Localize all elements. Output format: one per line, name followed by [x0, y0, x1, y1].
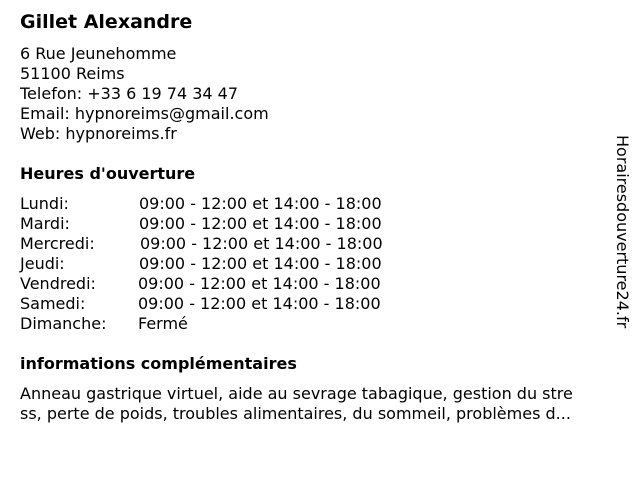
additional-info-line: ss, perte de poids, troubles alimentaires, du sommeil, problèmes d...	[20, 404, 571, 423]
additional-info-heading: informations complémentaires	[20, 354, 297, 373]
hours-value: 09:00 - 12:00 et 14:00 - 18:00	[140, 234, 383, 253]
contact-details	[20, 44, 269, 144]
hours-value: Fermé	[138, 314, 188, 333]
day-label: Lundi:	[20, 194, 69, 213]
day-label: Samedi:	[20, 294, 86, 313]
hours-value: 09:00 - 12:00 et 14:00 - 18:00	[139, 194, 382, 213]
hours-value: 09:00 - 12:00 et 14:00 - 18:00	[138, 274, 381, 293]
hours-value: 09:00 - 12:00 et 14:00 - 18:00	[138, 294, 381, 313]
phone-line: Telefon: +33 6 19 74 34 47	[20, 84, 239, 103]
day-label: Mercredi:	[20, 234, 95, 253]
additional-info-text	[20, 384, 630, 424]
email-line: Email: hypnoreims@gmail.com	[20, 104, 269, 123]
opening-hours-heading: Heures d'ouverture	[20, 164, 196, 183]
hours-value: 09:00 - 12:00 et 14:00 - 18:00	[139, 254, 382, 273]
hours-value: 09:00 - 12:00 et 14:00 - 18:00	[139, 214, 382, 233]
street-address: 6 Rue Jeunehomme	[20, 44, 177, 63]
side-brand-watermark	[612, 135, 634, 347]
day-label: Dimanche:	[20, 314, 107, 333]
day-label: Jeudi:	[20, 254, 65, 273]
additional-info-line: Anneau gastrique virtuel, aide au sevrage tabagique, gestion du stre	[20, 384, 573, 403]
day-label: Vendredi:	[20, 274, 96, 293]
day-label: Mardi:	[20, 214, 70, 233]
web-line: Web: hypnoreims.fr	[20, 124, 177, 143]
business-name: Gillet Alexandre	[20, 11, 193, 33]
side-brand-text: Horairesdouverture24.fr	[613, 135, 632, 329]
postal-city: 51100 Reims	[20, 64, 125, 83]
